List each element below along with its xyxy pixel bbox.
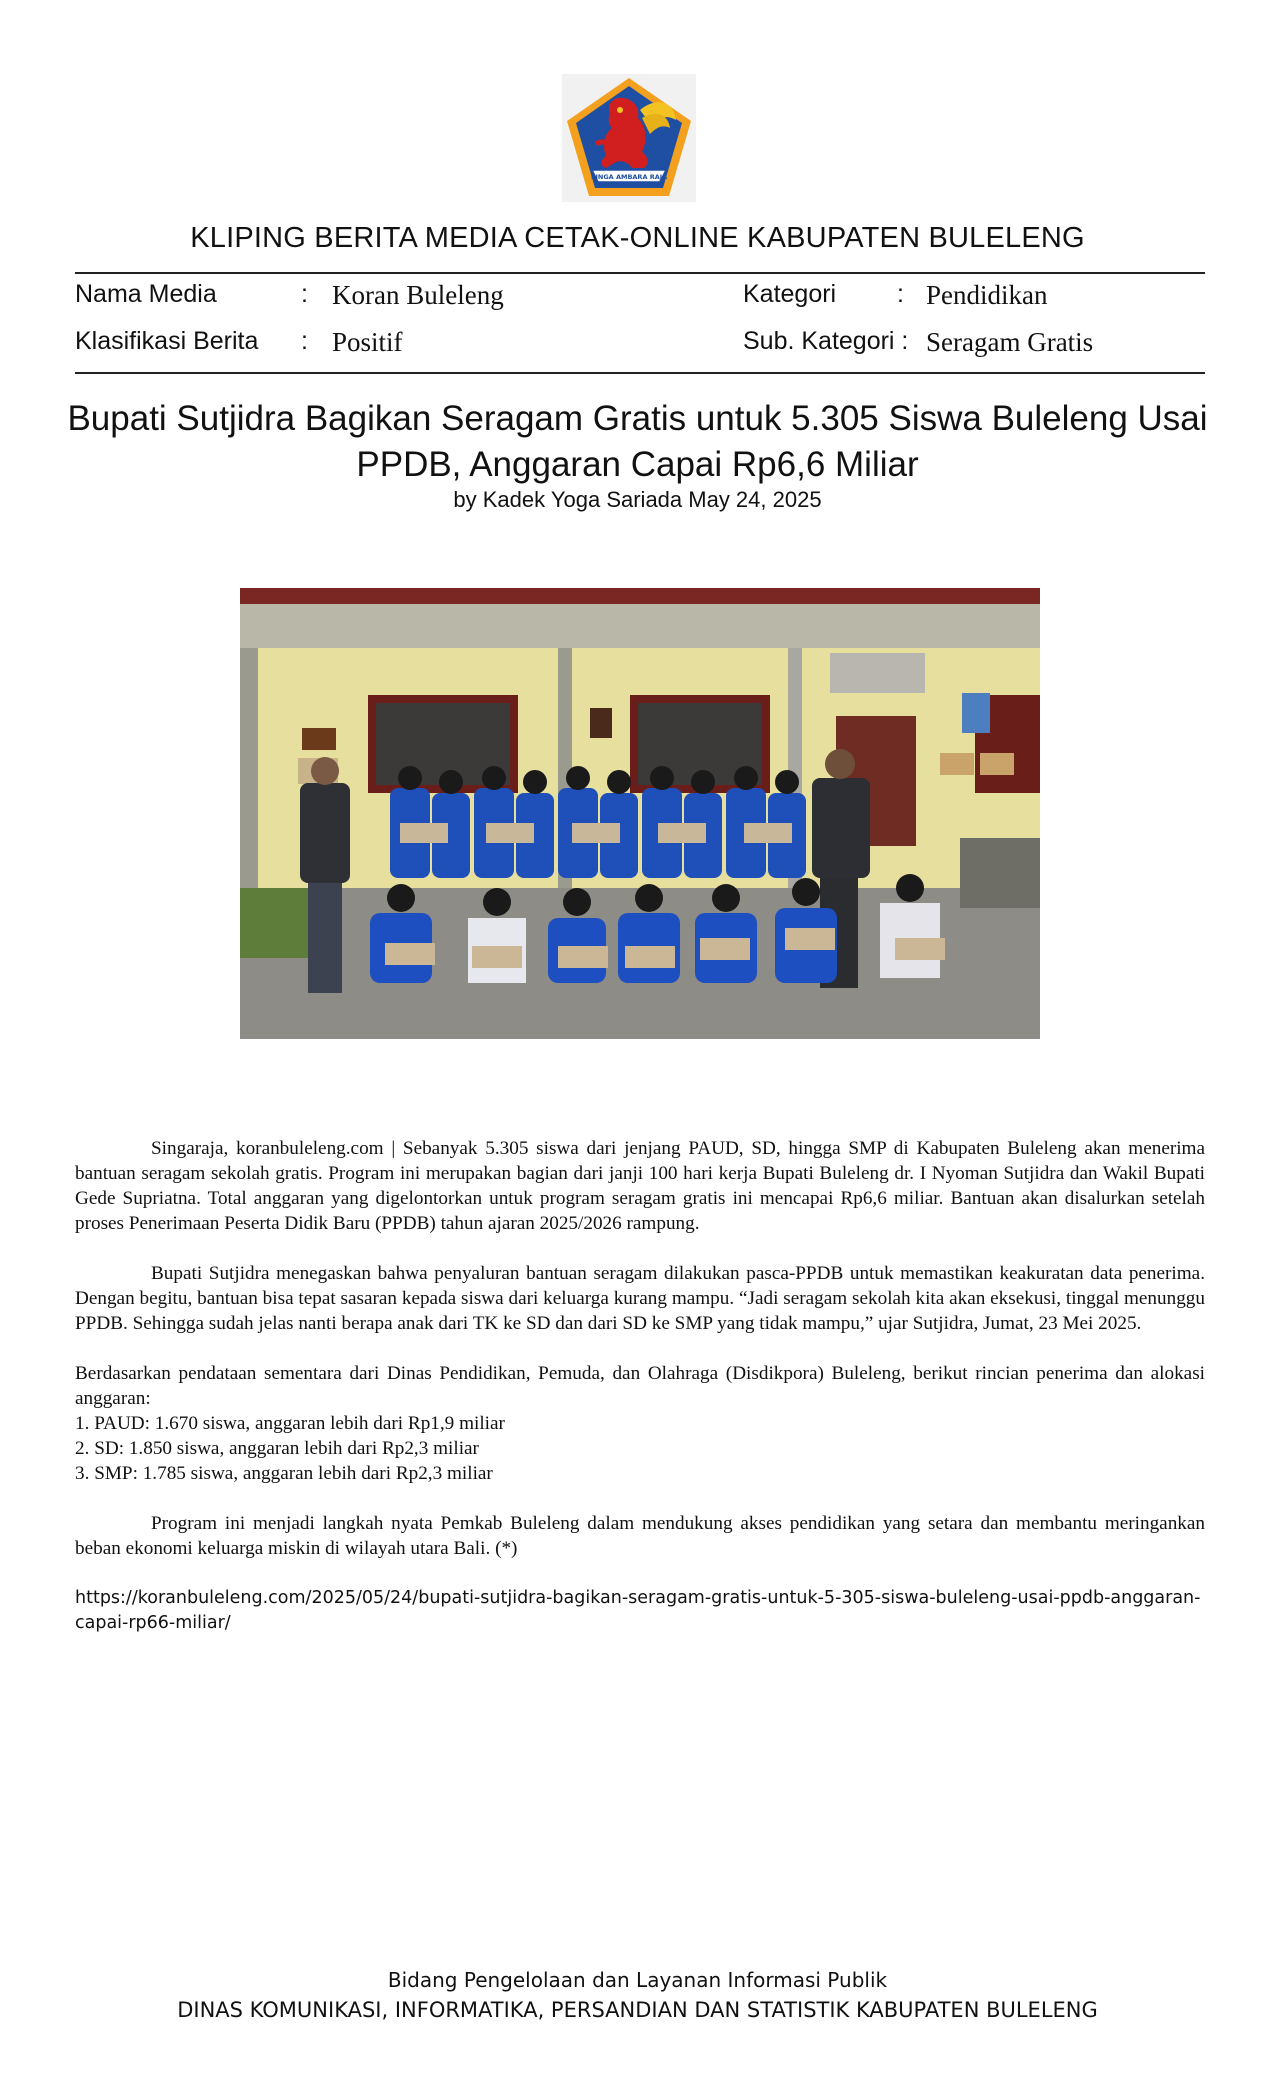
subcategory-value: Seragam Gratis bbox=[926, 327, 1094, 357]
list-item: 2. SD: 1.850 siswa, anggaran lebih dari Rp2,3 miliar bbox=[75, 1438, 479, 1459]
media-label: Nama Media bbox=[75, 280, 217, 308]
classification-colon: : bbox=[301, 327, 308, 355]
header-top-rule bbox=[75, 272, 1205, 274]
category-label: Kategori bbox=[743, 280, 837, 308]
article-paragraph-1: Singaraja, koranbuleleng.com | Sebanyak 5.305 siswa dari jenjang PAUD, SD, hingga SMP di Kabupaten Buleleng akan menerima bantuan seragam sekolah gratis. Program ini merupakan bagian dari janji 100 hari kerja Bupati Buleleng dr. I Nyoman Sutjidra dan Wakil Bupati Gede Supriatna. Total anggaran yang digelontorkan untuk program seragam gratis ini mencapai Rp6,6 miliar. Bantuan akan disalurkan setelah proses Penerimaan Peserta Didik Baru (PPDB) tahun ajaran 2025/2026 rampung. bbox=[75, 1138, 1205, 1234]
group-photo-students-uniforms-icon bbox=[240, 588, 1040, 1039]
buleleng-emblem-logo bbox=[562, 74, 696, 202]
footer-division: Bidang Pengelolaan dan Layanan Informasi Publik bbox=[387, 1968, 888, 1992]
article-paragraph-2: Bupati Sutjidra menegaskan bahwa penyaluran bantuan seragam dilakukan pasca-PPDB untuk memastikan keakuratan data penerima. Dengan begitu, bantuan bisa tepat sasaran kepada siswa dari keluarga kurang mampu. “Jadi seragam sekolah kita akan eksekusi, tinggal menunggu PPDB. Sehingga sudah jelas nanti berapa anak dari TK ke SD dan dari SD ke SMP yang tidak mampu,” ujar Sutjidra, Jumat, 23 Mei 2025. bbox=[75, 1263, 1205, 1334]
media-colon: : bbox=[301, 280, 308, 308]
article-photo bbox=[240, 588, 1040, 1039]
source-url-link[interactable]: https://koranbuleleng.com/2025/05/24/bupati-sutjidra-bagikan-seragam-gratis-untuk-5-305-siswa-buleleng-usai-ppdb-anggaran-capai-rp66-miliar/ bbox=[75, 1588, 1201, 1633]
clipping-header-title: KLIPING BERITA MEDIA CETAK-ONLINE KABUPATEN BULELENG bbox=[190, 222, 1085, 254]
headline-line-1: Bupati Sutjidra Bagikan Seragam Gratis untuk 5.305 Siswa Buleleng Usai bbox=[67, 399, 1208, 438]
category-value: Pendidikan bbox=[926, 280, 1048, 310]
list-item: 3. SMP: 1.785 siswa, anggaran lebih dari Rp2,3 miliar bbox=[75, 1463, 493, 1484]
article-byline: by Kadek Yoga Sariada May 24, 2025 bbox=[453, 487, 822, 512]
singa-ambara-raja-emblem-icon bbox=[562, 74, 696, 202]
header-bottom-rule bbox=[75, 372, 1205, 374]
media-value: Koran Buleleng bbox=[332, 280, 504, 310]
emblem-motto: SINGA AMBARA RAJA bbox=[590, 173, 668, 181]
list-item: 1. PAUD: 1.670 siswa, anggaran lebih dari Rp1,9 miliar bbox=[75, 1413, 505, 1434]
article-paragraph-4: Program ini menjadi langkah nyata Pemkab Buleleng dalam mendukung akses pendidikan yang setara dan membantu meringankan beban ekonomi keluarga miskin di wilayah utara Bali. (*) bbox=[75, 1513, 1205, 1559]
article-headline bbox=[60, 396, 1215, 488]
meta-row-media bbox=[75, 280, 1205, 314]
meta-row-classification bbox=[75, 327, 1205, 361]
article-paragraph-3: Berdasarkan pendataan sementara dari Dinas Pendidikan, Pemuda, dan Olahraga (Disdikpora) Buleleng, berikut rincian penerima dan alokasi anggaran: bbox=[75, 1363, 1205, 1409]
budget-list bbox=[75, 1411, 1205, 1486]
classification-value: Positif bbox=[332, 327, 403, 357]
category-colon: : bbox=[897, 280, 904, 308]
classification-label: Klasifikasi Berita bbox=[75, 327, 259, 355]
footer-agency: DINAS KOMUNIKASI, INFORMATIKA, PERSANDIAN DAN STATISTIK KABUPATEN BULELENG bbox=[177, 1998, 1098, 2022]
subcategory-label: Sub. Kategori : bbox=[743, 327, 909, 355]
article-body bbox=[75, 1136, 1205, 1636]
headline-line-2: PPDB, Anggaran Capai Rp6,6 Miliar bbox=[356, 445, 919, 484]
